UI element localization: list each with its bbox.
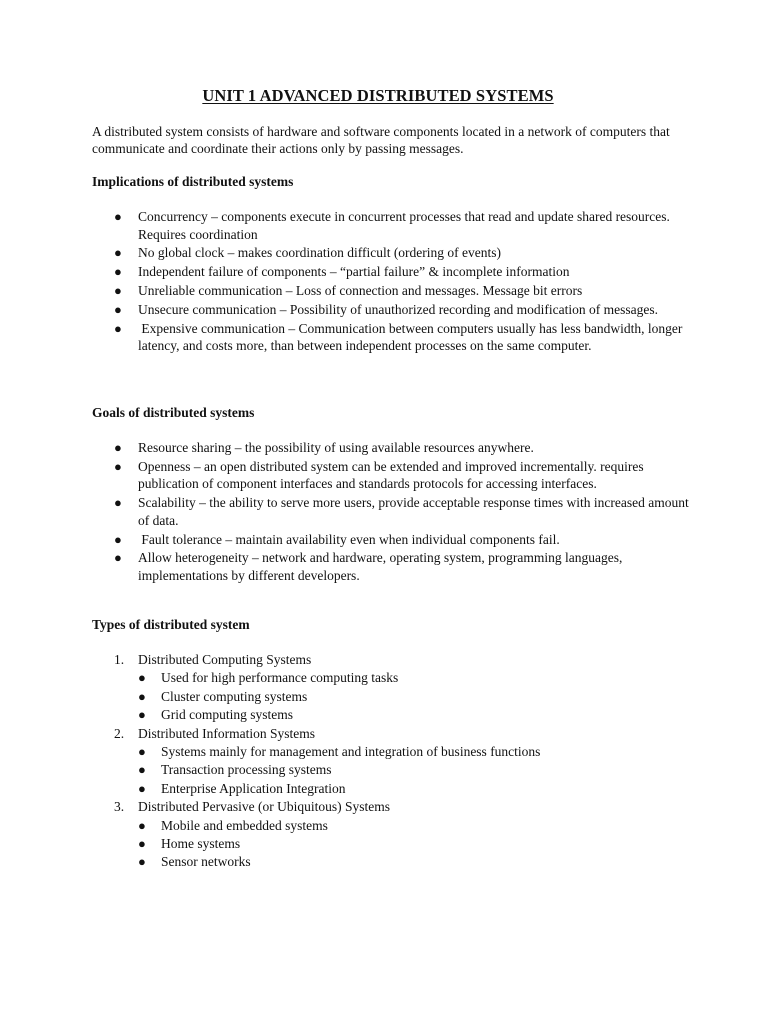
bullet-icon: ● [114, 458, 122, 474]
sublist-item [138, 853, 692, 871]
sublist-item [138, 780, 692, 798]
list-number: 1. [114, 652, 125, 667]
bullet-icon: ● [114, 495, 122, 511]
list-item [92, 494, 692, 529]
list-item-text: Distributed Information Systems [138, 725, 315, 741]
bullet-icon: ● [114, 440, 122, 455]
list-item [92, 549, 692, 584]
sublist-item-text: Used for high performance computing tasks [161, 670, 399, 686]
sublist [138, 743, 692, 798]
sublist-item-text: Grid computing systems [161, 707, 293, 723]
sublist-item [138, 706, 692, 724]
list-item-text: Distributed Computing Systems [138, 652, 312, 667]
bullet-icon: ● [114, 209, 122, 224]
bullet-icon: ● [138, 744, 146, 760]
sublist-item [138, 817, 692, 835]
list-item-text: Fault tolerance – maintain availability even when individual components fail. [138, 531, 560, 547]
list-number: 2. [114, 725, 125, 741]
list-item [92, 531, 692, 549]
list-item [92, 439, 692, 457]
bullet-icon: ● [114, 531, 122, 547]
list-item [92, 458, 692, 493]
list-item-text: Scalability – the ability to serve more users, provide acceptable response times with increased amount of data. [138, 495, 689, 528]
sublist-item-text: Enterprise Application Integration [161, 780, 346, 796]
bullet-icon: ● [138, 762, 146, 778]
sublist-item [138, 743, 692, 761]
bullet-icon: ● [114, 264, 122, 280]
sublist [138, 817, 692, 872]
sublist-item [138, 669, 692, 687]
list-item-text: Independent failure of components – “partial failure” & incomplete information [138, 264, 570, 280]
sublist-item [138, 761, 692, 779]
list-item-text: Unsecure communication – Possibility of unauthorized recording and modification of messages. [138, 301, 659, 317]
list-item-text: Allow heterogeneity – network and hardware, operating system, programming languages, implementations by different developers. [138, 550, 623, 583]
types-list [92, 651, 692, 872]
list-item [92, 282, 692, 300]
bullet-icon: ● [114, 245, 122, 261]
bullet-icon: ● [138, 670, 146, 686]
list-item [92, 798, 692, 872]
bullet-icon: ● [114, 282, 122, 298]
sublist-item-text: Mobile and embedded systems [161, 817, 328, 833]
list-item-text: Concurrency – components execute in concurrent processes that read and update shared resources. Requires coordination [138, 209, 670, 242]
list-item-text: No global clock – makes coordination difficult (ordering of events) [138, 245, 502, 261]
sublist-item-text: Systems mainly for management and integration of business functions [161, 744, 541, 760]
list-item [92, 320, 692, 355]
section-heading-types: Types of distributed system [92, 617, 250, 632]
list-item-text: Unreliable communication – Loss of connection and messages. Message bit errors [138, 282, 583, 298]
list-item-text: Distributed Pervasive (or Ubiquitous) Systems [138, 799, 390, 815]
sublist-item-text: Home systems [161, 836, 241, 852]
bullet-icon: ● [138, 688, 146, 704]
list-item [92, 263, 692, 281]
bullet-icon: ● [138, 836, 146, 852]
section-heading-goals: Goals of distributed systems [92, 405, 255, 420]
sublist-item [138, 835, 692, 853]
list-item-text: Resource sharing – the possibility of using available resources anywhere. [138, 440, 534, 455]
goals-list [92, 439, 692, 586]
sublist-item-text: Cluster computing systems [161, 688, 308, 704]
bullet-icon: ● [138, 817, 146, 833]
bullet-icon: ● [138, 707, 146, 723]
list-item-text: Expensive communication – Communication between computers usually has less bandwidth, longer latency, and costs more, than between independent processes on the same computer. [138, 320, 686, 354]
bullet-icon: ● [114, 320, 122, 336]
list-item [92, 725, 692, 799]
bullet-icon: ● [114, 301, 122, 317]
sublist [138, 669, 692, 724]
list-item [92, 244, 692, 262]
sublist-item [138, 688, 692, 706]
list-item [92, 651, 692, 725]
list-item-text: Openness – an open distributed system can be extended and improved incrementally. requires publication of component interfaces and standards protocols for accessing interfaces. [138, 458, 644, 492]
sublist-item-text: Transaction processing systems [161, 762, 332, 778]
intro-paragraph: A distributed system consists of hardware and software components located in a network of computers that communicate and coordinate their actions only by passing messages. [92, 124, 670, 156]
list-item [92, 301, 692, 319]
sublist-item-text: Sensor networks [161, 854, 251, 870]
list-item [92, 208, 692, 243]
page-title: UNIT 1 ADVANCED DISTRIBUTED SYSTEMS [202, 86, 554, 105]
bullet-icon: ● [114, 550, 122, 566]
section-heading-implications: Implications of distributed systems [92, 174, 294, 189]
bullet-icon: ● [138, 780, 146, 796]
implications-list [92, 208, 692, 356]
bullet-icon: ● [138, 854, 146, 870]
list-number: 3. [114, 799, 125, 815]
